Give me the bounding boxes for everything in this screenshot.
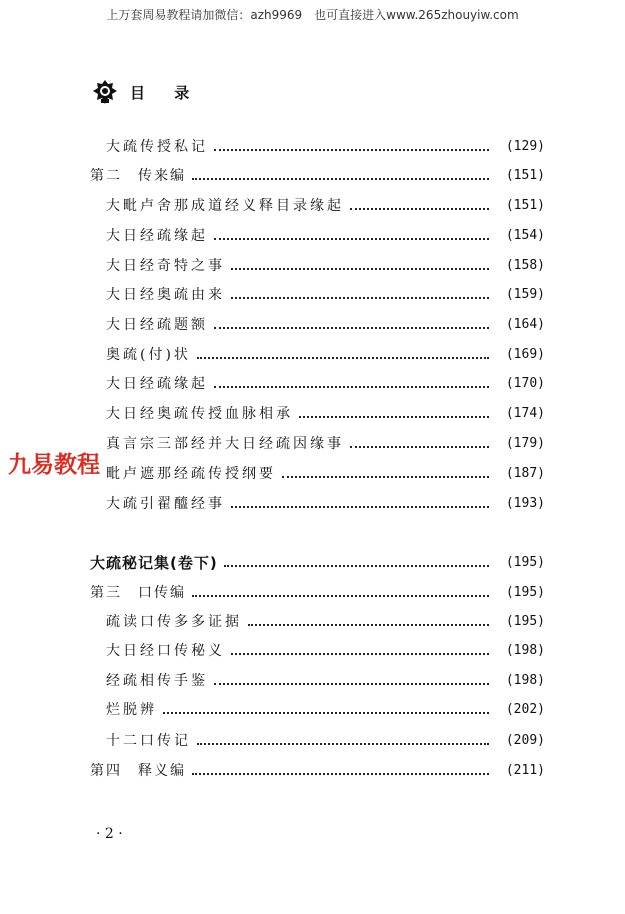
toc-entry-page: (195) [505,584,545,600]
toc-row [0,194,625,216]
toc-row [0,462,625,484]
toc-entry-title: 大日经疏缘起 [106,228,208,244]
toc-entry-title: 真言宗三部经并大日经疏因缘事 [106,436,344,452]
toc-entry-title: 大日经疏缘起 [106,376,208,392]
toc-row [0,254,625,276]
toc-entry-page: (154) [505,227,545,243]
toc-entry-page: (164) [505,316,545,332]
toc-entry-page: (158) [505,257,545,273]
toc-entry-page: (151) [505,197,545,213]
dot-leader [231,268,489,270]
toc-row [0,610,625,632]
toc-entry-title: 第四 释义编 [90,763,186,779]
dot-leader [214,683,489,685]
toc-entry-page: (195) [505,554,545,570]
toc-row [0,698,625,720]
toc-entry-title: 大疏引翟醯经事 [106,496,225,512]
toc-entry-page: (187) [505,465,545,481]
toc-entry-page: (195) [505,613,545,629]
toc-entry-title: 大日经疏题额 [106,317,208,333]
toc-row [0,402,625,424]
toc-row [0,432,625,454]
dot-leader [192,178,489,180]
dot-leader [231,653,489,655]
toc-entry-title: 大日经奥疏传授血脉相承 [106,406,293,422]
toc-entry-page: (169) [505,346,545,362]
dot-leader [214,149,489,151]
toc-row [0,224,625,246]
page-number: · 2 · [96,826,123,842]
toc-entry-page: (174) [505,405,545,421]
ornament-icon [92,79,118,105]
toc-entry-title: 经疏相传手鉴 [106,673,208,689]
toc-entry-page: (151) [505,167,545,183]
toc-row [0,372,625,394]
dot-leader [214,386,489,388]
dot-leader [231,297,489,299]
toc-entry-title: 大毗卢舍那成道经义释目录缘起 [106,198,344,214]
toc-entry-page: (179) [505,435,545,451]
toc-entry-page: (202) [505,701,545,717]
toc-row [0,135,625,157]
toc-entry-title: 第三 口传编 [90,585,186,601]
dot-leader [214,327,489,329]
toc-entry-page: (209) [505,732,545,748]
dot-leader [282,476,489,478]
toc-row [0,581,625,603]
toc-entry-title: 疏读口传多多证据 [106,614,242,630]
toc-entry-title: 奥疏(付)状 [106,347,191,363]
toc-entry-page: (211) [505,762,545,778]
toc-row [0,639,625,661]
toc-entry-title: 大日经口传秘义 [106,643,225,659]
toc-entry-page: (170) [505,375,545,391]
dot-leader [248,624,489,626]
dot-leader [214,238,489,240]
dot-leader [197,357,489,359]
toc-entry-title: 十二口传记 [106,733,191,749]
toc-row [0,759,625,781]
toc-row [0,343,625,365]
toc-entry-page: (198) [505,672,545,688]
toc-entry-title: 毗卢遮那经疏传授纲要 [106,466,276,482]
dot-leader [192,595,489,597]
toc-entry-page: (193) [505,495,545,511]
watermark-text: 上万套周易教程请加微信：azh9969 也可直接进入www.265zhouyiw.com [106,8,519,22]
toc-row [0,551,625,573]
dot-leader [192,773,489,775]
toc-row [0,313,625,335]
dot-leader [197,743,489,745]
dot-leader [350,208,489,210]
side-brand-watermark: 九易教程 [8,452,100,478]
toc-row [0,283,625,305]
toc-entry-title: 第二 传来编 [90,168,186,184]
toc-entry-title: 大疏传授私记 [106,139,208,155]
toc-row [0,164,625,186]
dot-leader [224,565,489,567]
dot-leader [299,416,489,418]
dot-leader [163,712,489,714]
toc-row [0,729,625,751]
toc-entry-page: (159) [505,286,545,302]
toc-row [0,669,625,691]
toc-entry-title: 大日经奇特之事 [106,258,225,274]
dot-leader [350,446,489,448]
toc-entry-title: 烂脱辨 [106,702,157,718]
toc-entry-page: (198) [505,642,545,658]
toc-entry-title: 大疏秘记集(卷下) [90,553,218,572]
toc-entry-title: 大日经奥疏由来 [106,287,225,303]
toc-entry-page: (129) [505,138,545,154]
page-title: 目 录 [130,83,202,102]
toc-header [92,77,201,107]
toc-row [0,492,625,514]
dot-leader [231,506,489,508]
